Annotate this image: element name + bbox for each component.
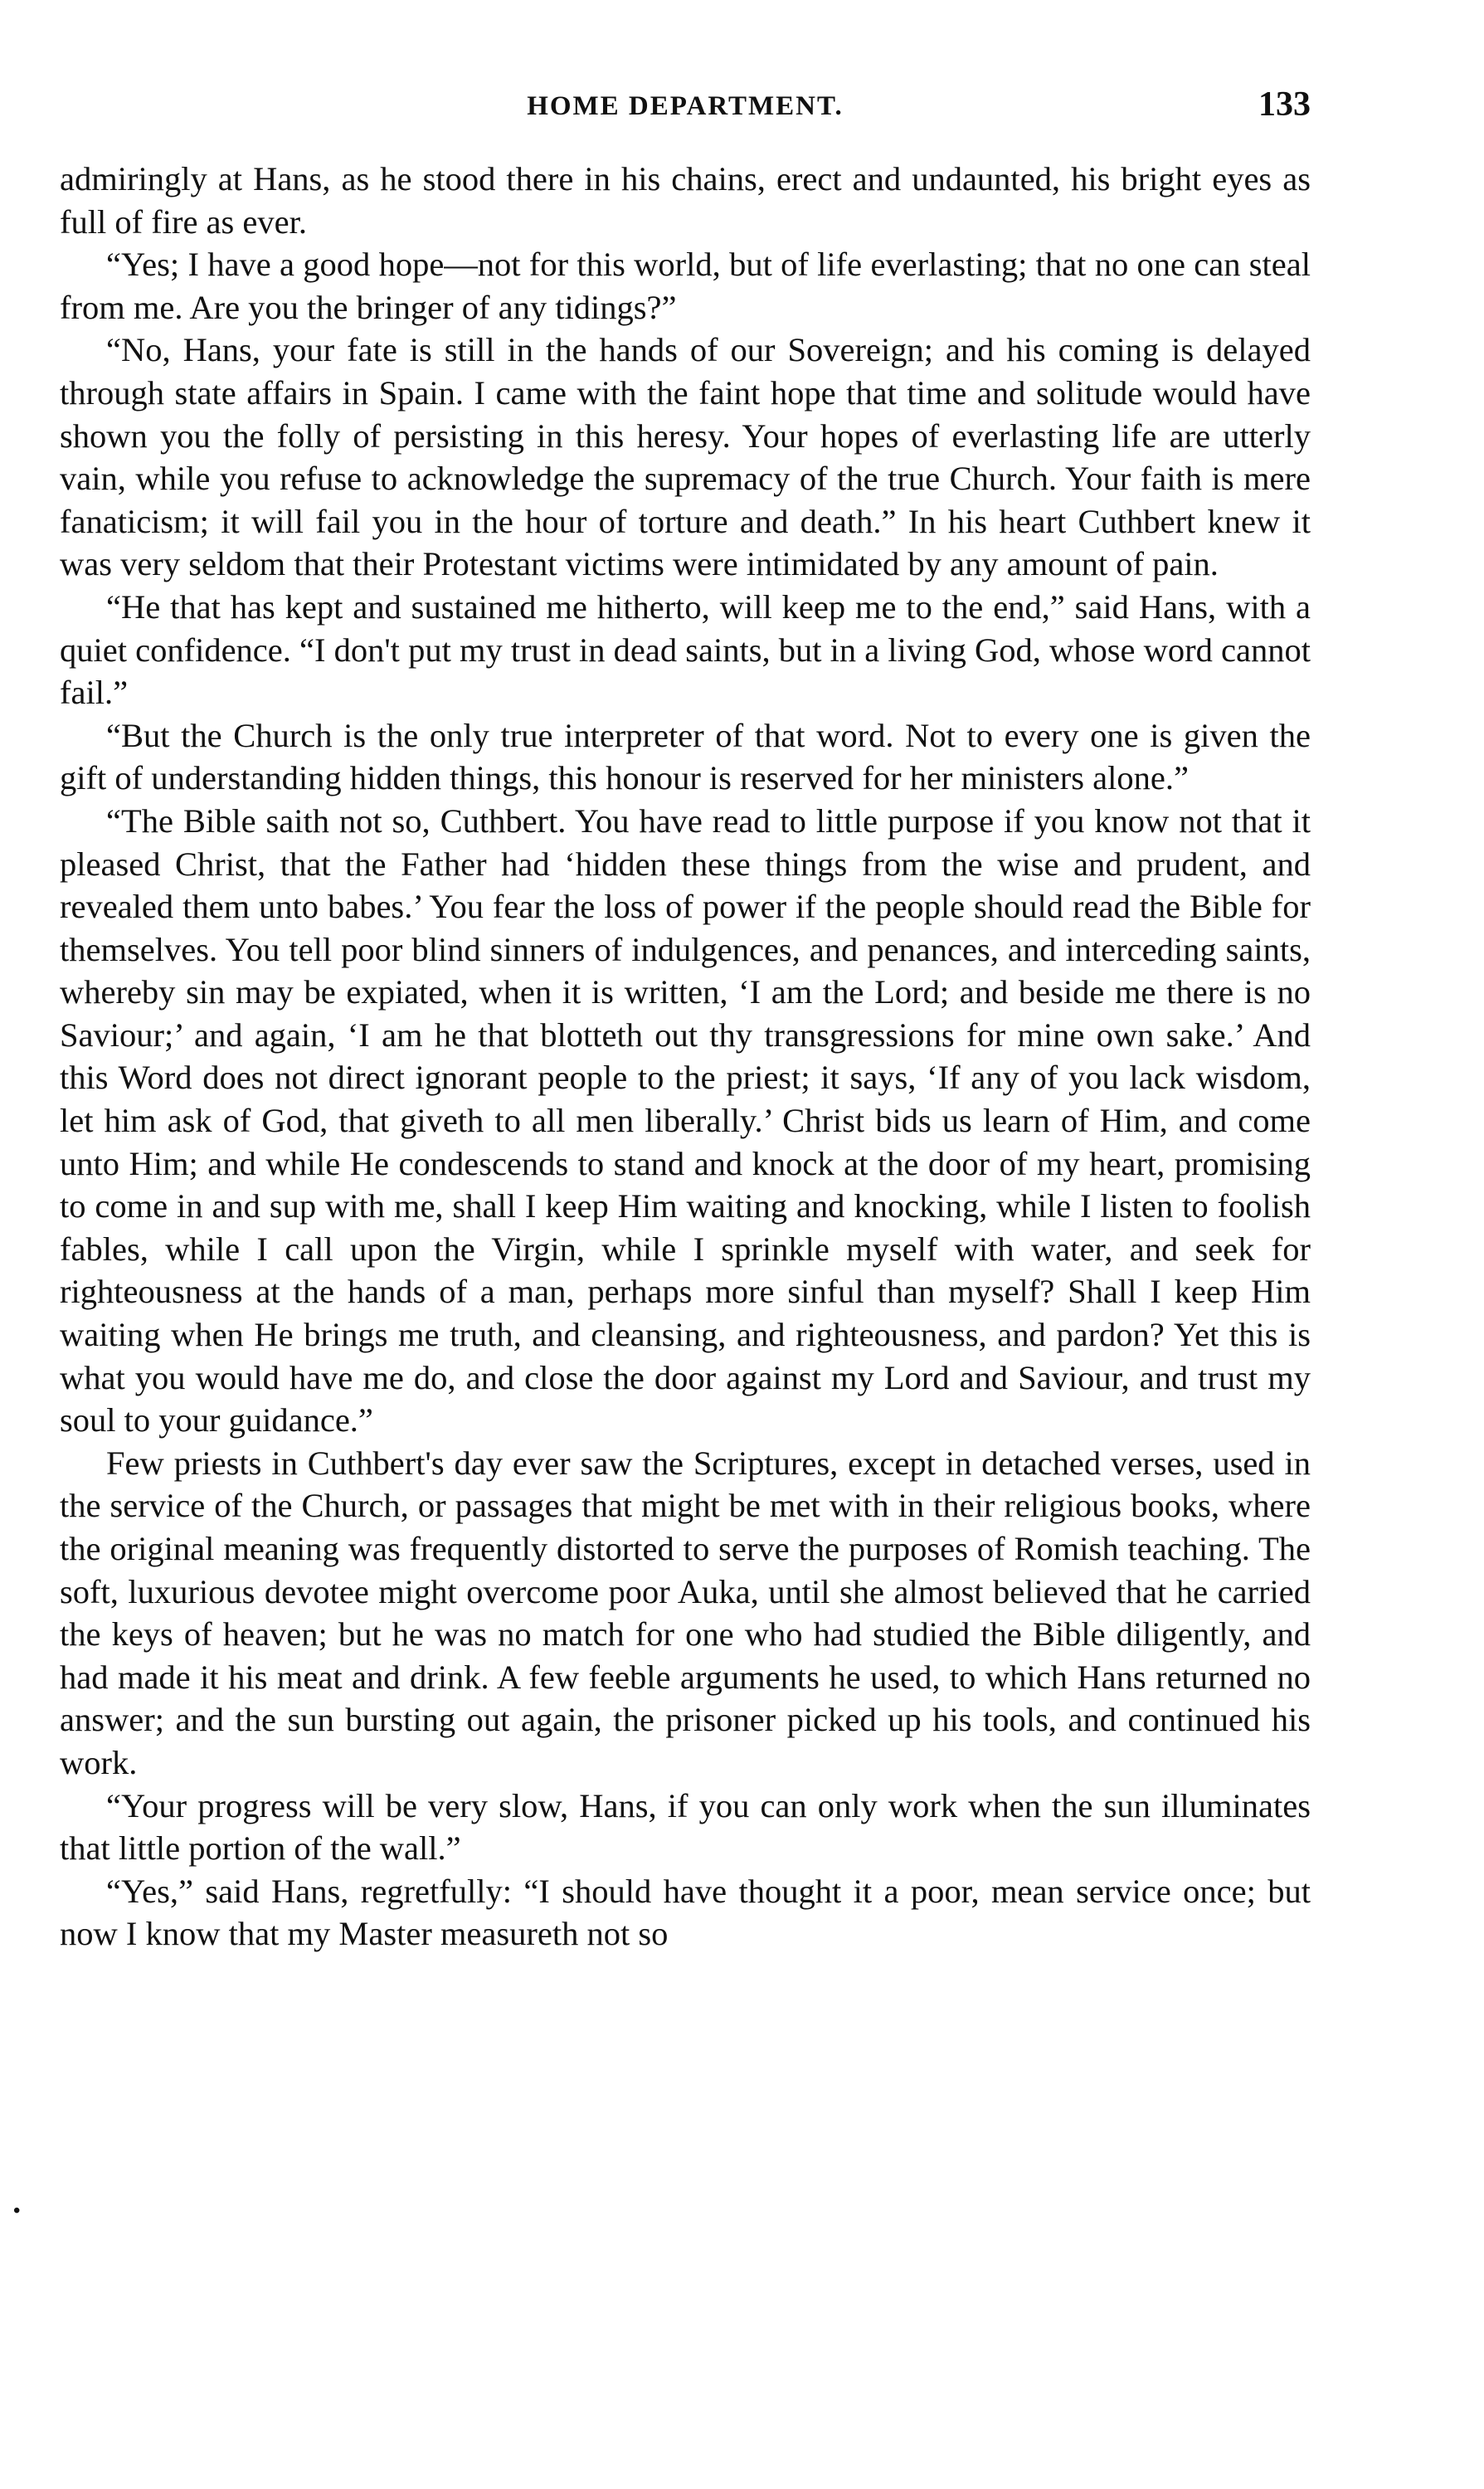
paragraph: “Your progress will be very slow, Hans, if you can only work when the sun illuminates that little portion of the wall.” [60, 1786, 1311, 1868]
paragraph: “He that has kept and sustained me hitherto, will keep me to the end,” said Hans, with a quiet confidence. “I don't put my trust in dead saints, but in a living God, whose word cannot fail.” [60, 587, 1311, 712]
margin-mark: • [13, 2200, 21, 2222]
running-head [60, 80, 1311, 129]
paragraph: “Yes,” said Hans, regretfully: “I should have thought it a poor, mean service once; but now I know that my Master measureth not so [60, 1872, 1311, 1953]
paragraph: “But the Church is the only true interpreter of that word. Not to every one is given the gift of understanding hidden things, this honour is reserved for her ministers alone.” [60, 716, 1311, 797]
running-head-title: HOME DEPARTMENT. [527, 91, 844, 121]
paragraph: Few priests in Cuthbert's day ever saw the Scriptures, except in detached verses, used in the service of the Church, or passages that might be met with in their religious books, where the original meaning was frequently distorted to serve the purposes of Romish teaching. The soft, luxurious devotee might overcome poor Auka, until she almost believed that he carried the keys of heaven; but he was no match for one who had studied the Bible diligently, and had made it his meat and drink. A few feeble arguments he used, to which Hans returned no answer; and the sun bursting out again, the prisoner picked up his tools, and continued his work. [60, 1444, 1311, 1781]
body-text [60, 158, 1311, 1956]
paragraph: “Yes; I have a good hope—not for this world, but of life everlasting; that no one can steal from me. Are you the bringer of any tidings?” [60, 246, 1311, 326]
paragraph-continued: admiringly at Hans, as he stood there in his chains, erect and undaunted, his bright eyes as full of fire as ever. [60, 160, 1311, 241]
book-page [60, 80, 1311, 1956]
page-number: 133 [1258, 85, 1311, 124]
paragraph: “The Bible saith not so, Cuthbert. You have read to little purpose if you know not that it pleased Christ, that the Father had ‘hidden these things from the wise and prudent, and revealed them unto babes.’ You fear the loss of power if the people should read the Bible for themselves. You tell poor blind sinners of indulgences, and penances, and interceding saints, whereby sin may be expiated, when it is written, ‘I am the Lord; and beside me there is no Saviour;’ and again, ‘I am he that blotteth out thy transgressions for mine own sake.’ And this Word does not direct ignorant people to the priest; it says, ‘If any of you lack wisdom, let him ask of God, that giveth to all men liberally.’ Christ bids us learn of Him, and come unto Him; and while He condescends to stand and knock at the door of my heart, promising to come in and sup with me, shall I keep Him waiting and knocking, while I listen to foolish fables, while I call upon the Virgin, while I sprinkle myself with water, and seek for righteousness at the hands of a man, perhaps more sinful than myself? Shall I keep Him waiting when He brings me truth, and cleansing, and righteousness, and pardon? Yet this is what you would have me do, and close the door against my Lord and Saviour, and trust my soul to your guidance.” [60, 801, 1311, 1439]
paragraph: “No, Hans, your fate is still in the hands of our Sovereign; and his coming is delayed through state affairs in Spain. I came with the faint hope that time and solitude would have shown you the folly of persisting in this heresy. Your hopes of everlasting life are utterly vain, while you refuse to acknowledge the supremacy of the true Church. Your faith is mere fanaticism; it will fail you in the hour of torture and death.” In his heart Cuthbert knew it was very seldom that their Protestant victims were intimidated by any amount of pain. [60, 331, 1311, 583]
